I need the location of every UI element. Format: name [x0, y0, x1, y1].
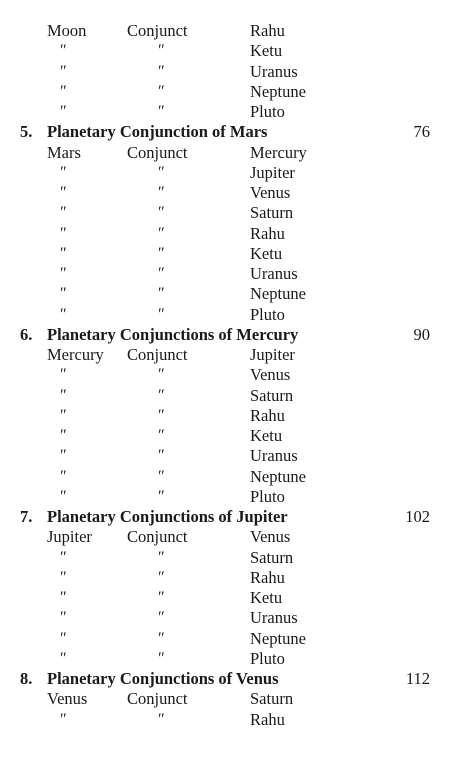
- planet-name: Jupiter: [47, 527, 92, 547]
- ditto-mark: ″: [59, 710, 65, 728]
- ditto-mark: ″: [157, 103, 163, 120]
- ditto-mark: ″: [59, 204, 65, 222]
- conjunct-planet: Venus: [250, 365, 291, 385]
- ditto-mark: ″: [157, 305, 163, 323]
- toc-entry: [0, 203, 460, 223]
- ditto-mark: ″: [157, 224, 163, 242]
- ditto-mark: ″: [59, 649, 65, 667]
- toc-entry: [0, 102, 460, 122]
- toc-entry: [0, 21, 460, 41]
- ditto-mark: ″: [59, 609, 65, 627]
- section-title: Planetary Conjunctions of Venus: [47, 669, 279, 688]
- ditto-mark: ″: [59, 224, 65, 242]
- conjunct-planet: Jupiter: [250, 162, 295, 182]
- section-number: 6.: [20, 324, 33, 344]
- ditto-mark: ″: [59, 285, 65, 303]
- section-number: 8.: [20, 669, 33, 688]
- conjunct-planet: Neptune: [250, 628, 306, 648]
- section-number: 5.: [20, 122, 33, 142]
- ditto-mark: ″: [157, 204, 163, 222]
- ditto-mark: ″: [157, 589, 163, 606]
- ditto-mark: ″: [59, 244, 65, 262]
- page-number: 90: [413, 324, 430, 344]
- ditto-mark: ″: [157, 184, 163, 201]
- ditto-mark: ″: [157, 406, 163, 424]
- toc-entry: [0, 284, 460, 304]
- conjunct-planet: Saturn: [250, 385, 294, 405]
- ditto-mark: ″: [157, 244, 163, 262]
- conjunct-planet: Saturn: [250, 689, 294, 709]
- conjunct-planet: Ketu: [250, 588, 283, 607]
- section-title: Planetary Conjunction of Mars: [47, 122, 268, 142]
- conjunct-planet: Mercury: [250, 142, 307, 162]
- ditto-mark: ″: [59, 386, 65, 404]
- conjunct-planet: Rahu: [250, 567, 285, 587]
- toc-entry: [0, 264, 460, 284]
- section-heading: [0, 669, 460, 689]
- conjunct-planet: Neptune: [250, 284, 306, 304]
- ditto-mark: ″: [59, 629, 65, 647]
- conjunct-planet: Saturn: [250, 547, 294, 567]
- section-title: Planetary Conjunctions of Jupiter: [47, 507, 288, 526]
- page-number: 76: [413, 122, 430, 142]
- conjunct-planet: Ketu: [250, 426, 283, 445]
- toc-entry: [0, 608, 460, 628]
- ditto-mark: ″: [59, 467, 65, 485]
- ditto-mark: ″: [157, 649, 163, 667]
- conjunct-planet: Rahu: [250, 405, 285, 425]
- toc-entry: [0, 446, 460, 466]
- conjunct-planet: Jupiter: [250, 345, 295, 364]
- ditto-mark: ″: [59, 589, 65, 606]
- toc-entry: [0, 163, 460, 183]
- ditto-mark: ″: [59, 447, 65, 465]
- toc-entry: [0, 41, 460, 61]
- ditto-mark: ″: [59, 82, 65, 100]
- ditto-mark: ″: [59, 184, 65, 201]
- ditto-mark: ″: [59, 62, 65, 80]
- conjunct-label: Conjunct: [127, 345, 188, 364]
- toc-entry: [0, 305, 460, 325]
- ditto-mark: ″: [157, 285, 163, 303]
- conjunct-planet: Ketu: [250, 243, 283, 263]
- conjunct-planet: Uranus: [250, 61, 298, 81]
- conjunct-planet: Uranus: [250, 446, 298, 466]
- page-number: 112: [405, 669, 430, 688]
- conjunct-label: Conjunct: [127, 689, 188, 709]
- toc-entry: [0, 548, 460, 568]
- ditto-mark: ″: [59, 305, 65, 323]
- ditto-mark: ″: [157, 62, 163, 80]
- planet-name: Mars: [47, 142, 81, 162]
- toc-entry: [0, 487, 460, 507]
- section-heading: [0, 325, 460, 345]
- ditto-mark: ″: [59, 406, 65, 424]
- ditto-mark: ″: [157, 386, 163, 404]
- toc-entry: [0, 183, 460, 203]
- toc-entry: [0, 527, 460, 547]
- ditto-mark: ″: [157, 568, 163, 586]
- ditto-mark: ″: [157, 163, 163, 181]
- toc-entry: [0, 710, 460, 730]
- ditto-mark: ″: [157, 447, 163, 465]
- conjunct-planet: Pluto: [250, 102, 285, 121]
- ditto-mark: ″: [157, 710, 163, 728]
- ditto-mark: ″: [59, 265, 65, 282]
- conjunct-planet: Venus: [250, 527, 291, 547]
- conjunct-planet: Rahu: [250, 223, 285, 243]
- ditto-mark: ″: [157, 487, 163, 505]
- toc-entry: [0, 244, 460, 264]
- ditto-mark: ″: [59, 163, 65, 181]
- ditto-mark: ″: [59, 548, 65, 566]
- ditto-mark: ″: [59, 568, 65, 586]
- toc-entry: [0, 82, 460, 102]
- planet-name: Moon: [47, 21, 87, 40]
- ditto-mark: ″: [59, 427, 65, 444]
- toc-entry: [0, 406, 460, 426]
- ditto-mark: ″: [157, 42, 163, 60]
- toc-entry: [0, 143, 460, 163]
- ditto-mark: ″: [157, 467, 163, 485]
- toc-entry: [0, 426, 460, 446]
- conjunct-planet: Neptune: [250, 466, 306, 486]
- section-title: Planetary Conjunctions of Mercury: [47, 324, 299, 344]
- planet-name: Mercury: [47, 345, 104, 364]
- ditto-mark: ″: [157, 366, 163, 384]
- toc-entry: [0, 224, 460, 244]
- conjunct-planet: Pluto: [250, 486, 285, 506]
- conjunct-planet: Ketu: [250, 41, 283, 61]
- conjunct-planet: Uranus: [250, 608, 298, 628]
- ditto-mark: ″: [157, 548, 163, 566]
- ditto-mark: ″: [59, 487, 65, 505]
- ditto-mark: ″: [157, 82, 163, 100]
- toc-entry: [0, 568, 460, 588]
- toc-entry: [0, 649, 460, 669]
- conjunct-planet: Venus: [250, 183, 291, 202]
- conjunct-label: Conjunct: [127, 21, 188, 40]
- toc-entry: [0, 588, 460, 608]
- section-number: 7.: [20, 507, 33, 526]
- conjunct-planet: Pluto: [250, 648, 285, 668]
- ditto-mark: ″: [157, 265, 163, 282]
- conjunct-planet: Saturn: [250, 203, 294, 223]
- conjunct-label: Conjunct: [127, 527, 188, 547]
- conjunct-planet: Rahu: [250, 21, 285, 40]
- toc-entry: [0, 365, 460, 385]
- conjunct-planet: Uranus: [250, 264, 298, 283]
- planet-name: Venus: [47, 689, 88, 709]
- toc-entry: [0, 629, 460, 649]
- ditto-mark: ″: [157, 629, 163, 647]
- conjunct-planet: Pluto: [250, 304, 285, 324]
- ditto-mark: ″: [157, 427, 163, 444]
- section-heading: [0, 507, 460, 527]
- conjunct-planet: Rahu: [250, 709, 285, 729]
- toc-entry: [0, 689, 460, 709]
- toc-entry: [0, 386, 460, 406]
- toc-entry: [0, 345, 460, 365]
- section-heading: [0, 122, 460, 142]
- conjunct-label: Conjunct: [127, 142, 188, 162]
- toc-entry: [0, 467, 460, 487]
- conjunct-planet: Neptune: [250, 81, 306, 101]
- ditto-mark: ″: [59, 366, 65, 384]
- page-number: 102: [405, 507, 430, 526]
- ditto-mark: ″: [59, 103, 65, 120]
- ditto-mark: ″: [59, 42, 65, 60]
- toc-entry: [0, 62, 460, 82]
- ditto-mark: ″: [157, 609, 163, 627]
